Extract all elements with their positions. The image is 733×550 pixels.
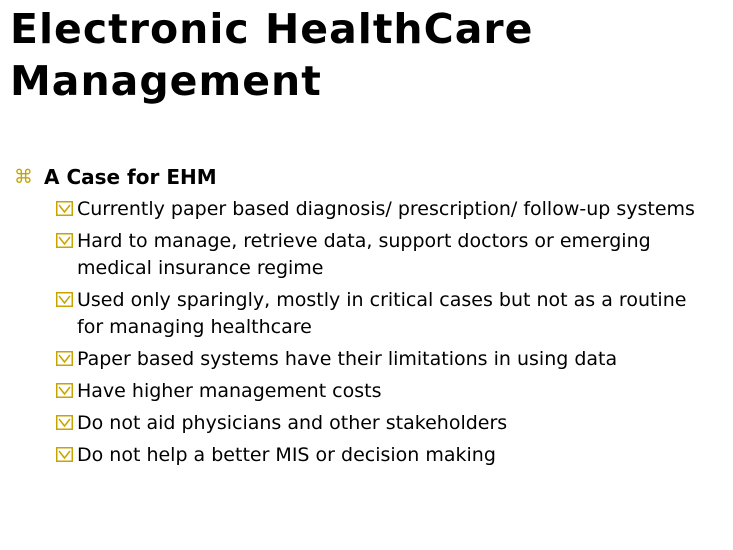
list-item bbox=[56, 378, 726, 405]
checkbox-icon bbox=[56, 351, 73, 366]
command-symbol-icon: ⌘ bbox=[14, 166, 33, 188]
section-heading-row bbox=[14, 164, 726, 190]
list-item bbox=[56, 287, 726, 341]
list-item-text: Hard to manage, retrieve data, support doctors or emerging medical insurance regime bbox=[77, 230, 651, 279]
list-item bbox=[56, 442, 726, 469]
list-item bbox=[56, 228, 726, 282]
slide-title: Electronic HealthCare Management bbox=[10, 5, 534, 105]
section-heading: A Case for EHM bbox=[44, 165, 217, 189]
list-item-text: Used only sparingly, mostly in critical cases but not as a routine for managing healthcare bbox=[77, 289, 687, 338]
checkbox-icon bbox=[56, 201, 73, 216]
checkbox-icon bbox=[56, 233, 73, 248]
checkbox-icon bbox=[56, 292, 73, 307]
list-item bbox=[56, 196, 726, 223]
checkbox-icon bbox=[56, 447, 73, 462]
list-item-text: Have higher management costs bbox=[77, 380, 382, 402]
checkbox-icon bbox=[56, 383, 73, 398]
list-item bbox=[56, 410, 726, 437]
section bbox=[14, 164, 726, 474]
checkbox-icon bbox=[56, 415, 73, 430]
list-item bbox=[56, 346, 726, 373]
bullet-list bbox=[14, 196, 726, 469]
list-item-text: Paper based systems have their limitations in using data bbox=[77, 348, 618, 370]
list-item-text: Do not help a better MIS or decision making bbox=[77, 444, 496, 466]
list-item-text: Currently paper based diagnosis/ prescription/ follow-up systems bbox=[77, 198, 695, 220]
list-item-text: Do not aid physicians and other stakeholders bbox=[77, 412, 508, 434]
